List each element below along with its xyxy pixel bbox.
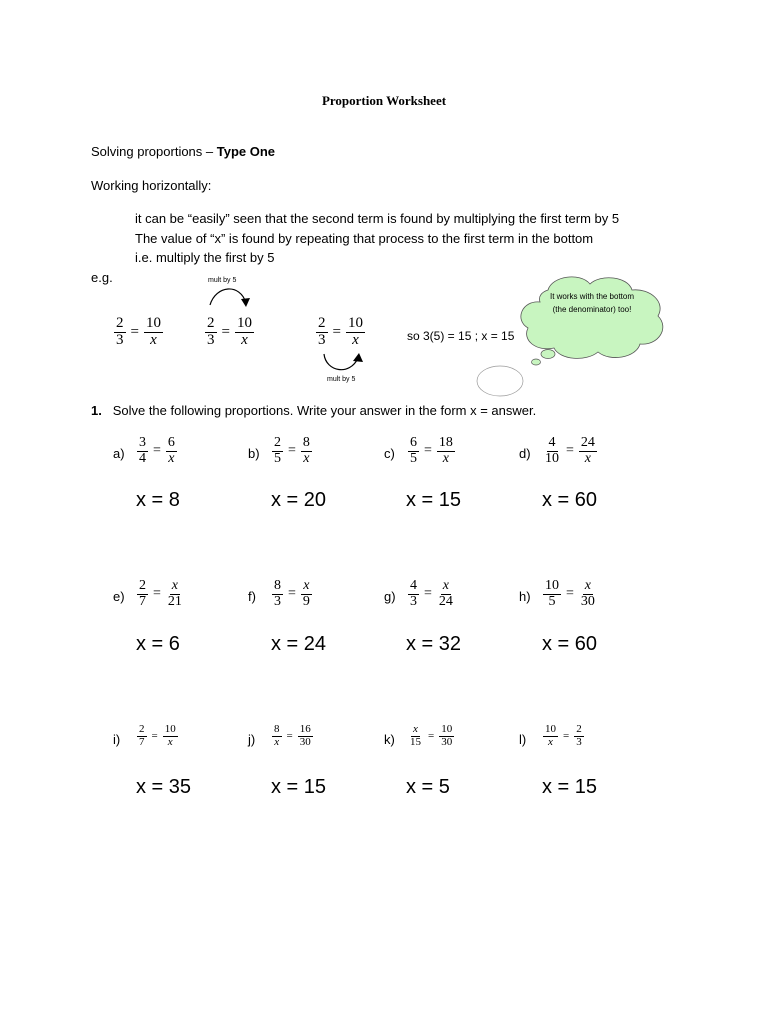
problem-answer: x = 15 — [271, 776, 327, 798]
curved-arrow-top-icon — [206, 285, 254, 313]
problem-label: l) — [519, 732, 527, 747]
problem-label: c) — [384, 446, 395, 461]
intro-line-2: The value of “x” is found by repeating that process to the first term in the bottom — [135, 231, 594, 246]
problem-label: a) — [113, 446, 125, 461]
problem-label: h) — [519, 589, 531, 604]
example-fraction-left: $\frac{2}{3}$ — [116, 315, 124, 348]
problem-label: e) — [113, 589, 125, 604]
section-heading-prefix: Solving proportions – — [91, 144, 217, 159]
problem-answer: x = 60 — [542, 489, 598, 511]
problem-label: f) — [248, 589, 256, 604]
intro-line-3: i.e. multiply the first by 5 — [135, 250, 275, 265]
problem-equation: $\frac{8}{x}$ = $\frac{16}{30}$ — [274, 723, 311, 748]
example-equation-1: $\frac{2}{3}$ = $\frac{10}{x}$ — [116, 315, 161, 348]
cloud-line-2: (the denominator) too! — [552, 305, 632, 314]
problem-answer: x = 5 — [406, 776, 450, 798]
section-heading-type: Type One — [216, 144, 276, 159]
problem-label: k) — [384, 732, 395, 747]
problem-answer: x = 32 — [406, 633, 462, 655]
problem-equation: $\frac{x}{15}$ = $\frac{10}{30}$ — [410, 723, 453, 748]
example-equation-3: $\frac{2}{3}$ = $\frac{10}{x}$ — [318, 315, 363, 348]
problem-equation: $\frac{2}{7}$ = $\frac{x}{21}$ — [139, 578, 182, 609]
problem-equation: $\frac{6}{5}$ = $\frac{18}{x}$ — [410, 435, 453, 466]
arrow-bottom-label: mult by 5 — [327, 376, 356, 383]
problem-equation: $\frac{8}{3}$ = $\frac{x}{9}$ — [274, 578, 310, 609]
problem-equation: $\frac{10}{5}$ = $\frac{x}{30}$ — [545, 578, 595, 609]
page-title: Proportion Worksheet — [321, 93, 447, 108]
example-solution: so 3(5) = 15 ; x = 15 — [407, 329, 515, 343]
problem-label: b) — [248, 446, 260, 461]
problem-equation: $\frac{4}{10}$ = $\frac{24}{x}$ — [545, 435, 595, 466]
problem-answer: x = 15 — [542, 776, 598, 798]
problem-answer: x = 35 — [136, 776, 192, 798]
working-label: Working horizontally: — [91, 178, 212, 193]
section-heading — [91, 144, 275, 160]
problem-equation: $\frac{4}{3}$ = $\frac{x}{24}$ — [410, 578, 453, 609]
curved-arrow-bottom-icon — [318, 350, 366, 376]
cloud-text — [532, 290, 652, 316]
problem-equation: $\frac{10}{x}$ = $\frac{2}{3}$ — [545, 723, 582, 748]
cloud-line-1: It works with the bottom — [549, 292, 635, 301]
problem-equation: $\frac{3}{4}$ = $\frac{6}{x}$ — [139, 435, 175, 466]
thought-cloud-icon — [470, 268, 675, 403]
problem-label: d) — [519, 446, 531, 461]
problem-equation: $\frac{2}{7}$ = $\frac{10}{x}$ — [139, 723, 176, 748]
problem-answer: x = 60 — [542, 633, 598, 655]
problem-answer: x = 15 — [406, 489, 462, 511]
problem-label: i) — [113, 732, 121, 747]
problem-answer: x = 6 — [136, 633, 180, 655]
arrow-top-label: mult by 5 — [208, 277, 237, 284]
problem-answer: x = 24 — [271, 633, 327, 655]
intro-line-1: it can be “easily” seen that the second term is found by multiplying the first term by 5 — [135, 211, 620, 226]
example-equation-2: $\frac{2}{3}$ = $\frac{10}{x}$ — [207, 315, 252, 348]
question-1 — [91, 403, 536, 419]
eg-label: e.g. — [91, 270, 113, 285]
problem-answer: x = 8 — [136, 489, 180, 511]
question-text: Solve the following proportions. Write your answer in the form x = answer. — [112, 403, 537, 418]
problem-equation: $\frac{2}{5}$ = $\frac{8}{x}$ — [274, 435, 310, 466]
question-number: 1. — [91, 403, 102, 418]
problem-label: j) — [248, 732, 256, 747]
problem-answer: x = 20 — [271, 489, 327, 511]
problem-label: g) — [384, 589, 396, 604]
example-fraction-right: $\frac{10}{x}$ — [145, 315, 161, 348]
